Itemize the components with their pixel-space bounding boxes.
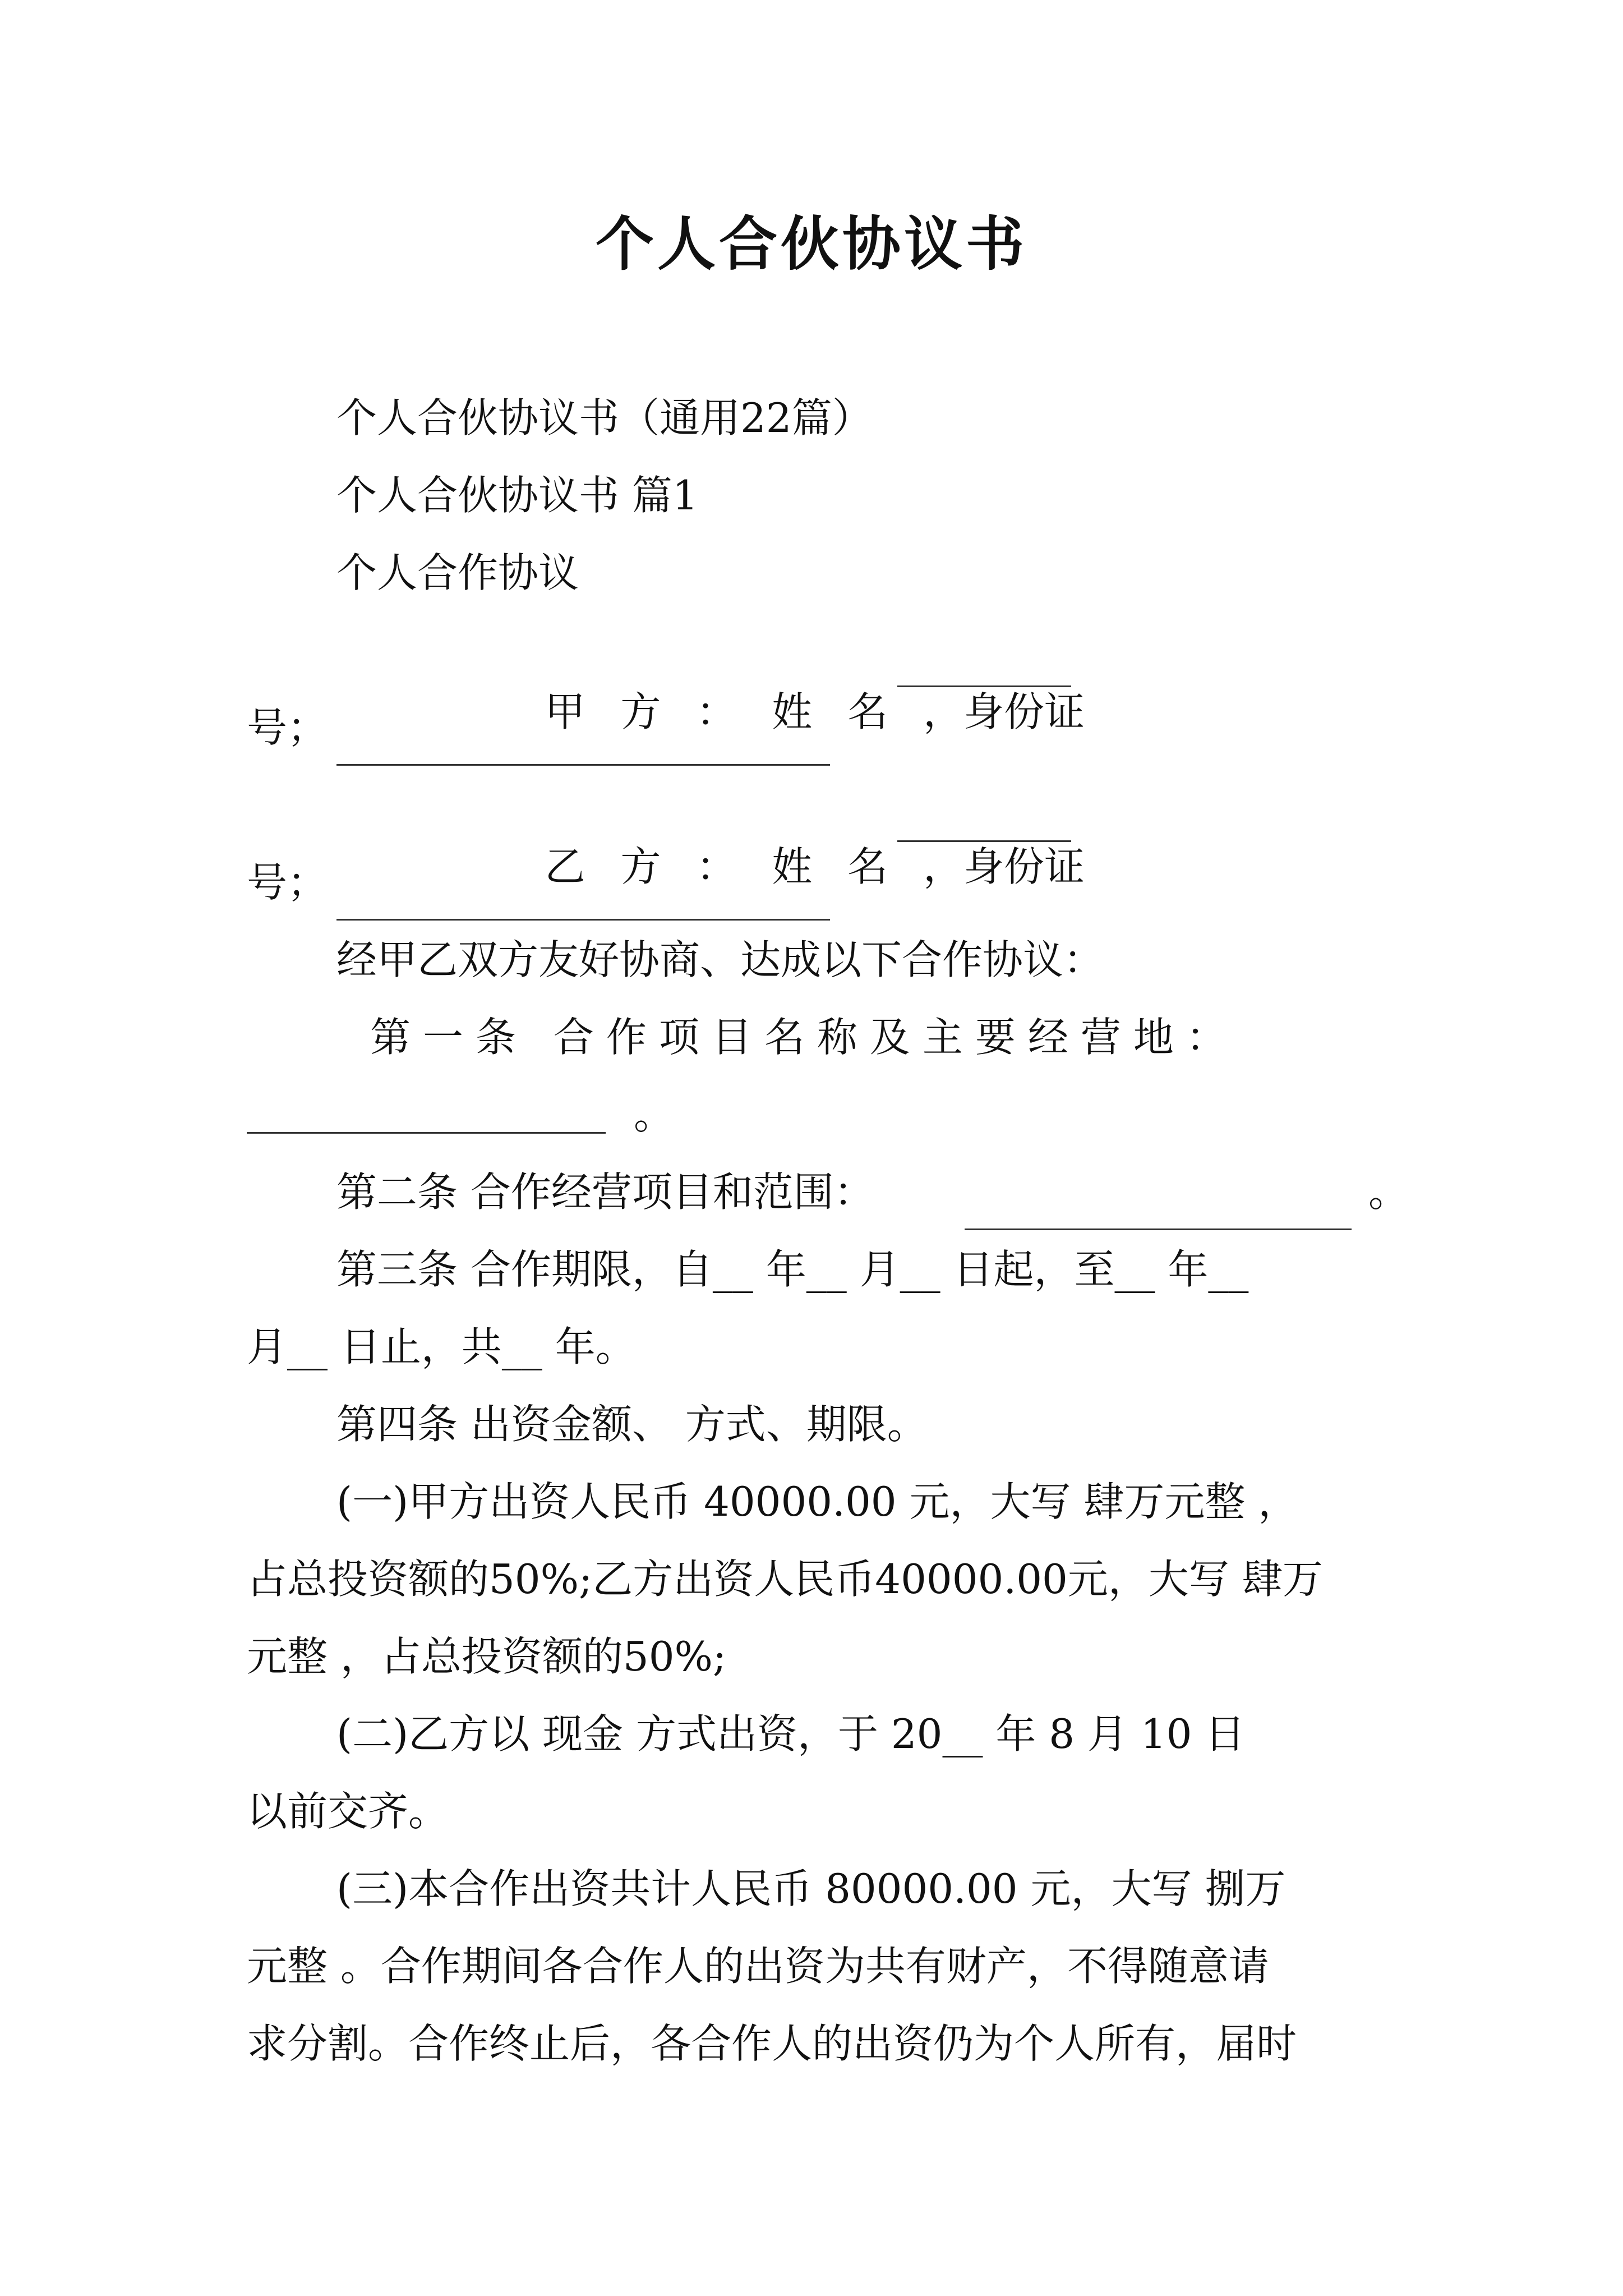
article-4-3-line-1: (三)本合作出资共计人民币 80000.00 元，大写 捌万 [336,1865,1286,1912]
article-4-3-line-2: 元整 。合作期间各合作人的出资为共有财产，不得随意请 [247,1943,1269,1990]
article-4-2-line-2: 以前交齐。 [247,1788,449,1835]
article-4-1-line-3: 元整 ，占总投资额的50%; [247,1633,727,1680]
party-b-id-blank [336,878,830,921]
article-4-3-line-3: 求分割。合作终止后，各合作人的出资仍为个人所有，届时 [247,2020,1297,2067]
article-4-2-line-1: (二)乙方以 现金 方式出资，于 20__ 年 8 月 10 日 [336,1710,1246,1757]
party-b-text: 乙 方 ： 姓 名 ，身份证 [545,843,1085,890]
party-b-id-label: 号； [247,859,328,906]
article-4-1-line-1: (一)甲方出资人民币 40000.00 元，大写 肆万元整 ， [336,1478,1299,1525]
subtitle: 个人合伙协议书（通用22篇） [336,394,873,441]
party-b-name-blank [897,800,1071,842]
article-4-1-line-2: 占总投资额的50%;乙方出资人民币40000.00元，大写 肆万 [247,1556,1323,1603]
party-a-text: 甲 方 ： 姓 名 ，身份证 [545,688,1085,735]
article-3-line-2: 月__ 日止，共__ 年。 [247,1323,636,1370]
article-2-end: 。 [1368,1168,1409,1216]
part-heading: 个人合伙协议书 篇1 [336,472,698,519]
article-2-text: 第二条 合作经营项目和范围： [336,1168,874,1216]
article-1-end: 。 [634,1091,675,1138]
party-a-id-label: 号； [247,704,328,751]
article-2-blank [965,1188,1352,1230]
document-title: 个人合伙协议书 [595,209,1027,278]
article-3-line-1: 第三条 合作期限，自__ 年__ 月__ 日起，至__ 年__ [336,1246,1249,1293]
article-1-blank [247,1092,606,1134]
intro-text: 经甲乙双方友好协商、达成以下合作协议： [336,936,1104,983]
article-1-text: 第一条 合作项目名称及主要经营地： [370,1014,1239,1061]
agreement-heading: 个人合作协议 [336,549,579,596]
party-a-name-blank [897,645,1071,687]
party-a-id-blank [336,724,830,766]
article-4-heading: 第四条 出资金额、 方式、期限。 [336,1401,928,1448]
